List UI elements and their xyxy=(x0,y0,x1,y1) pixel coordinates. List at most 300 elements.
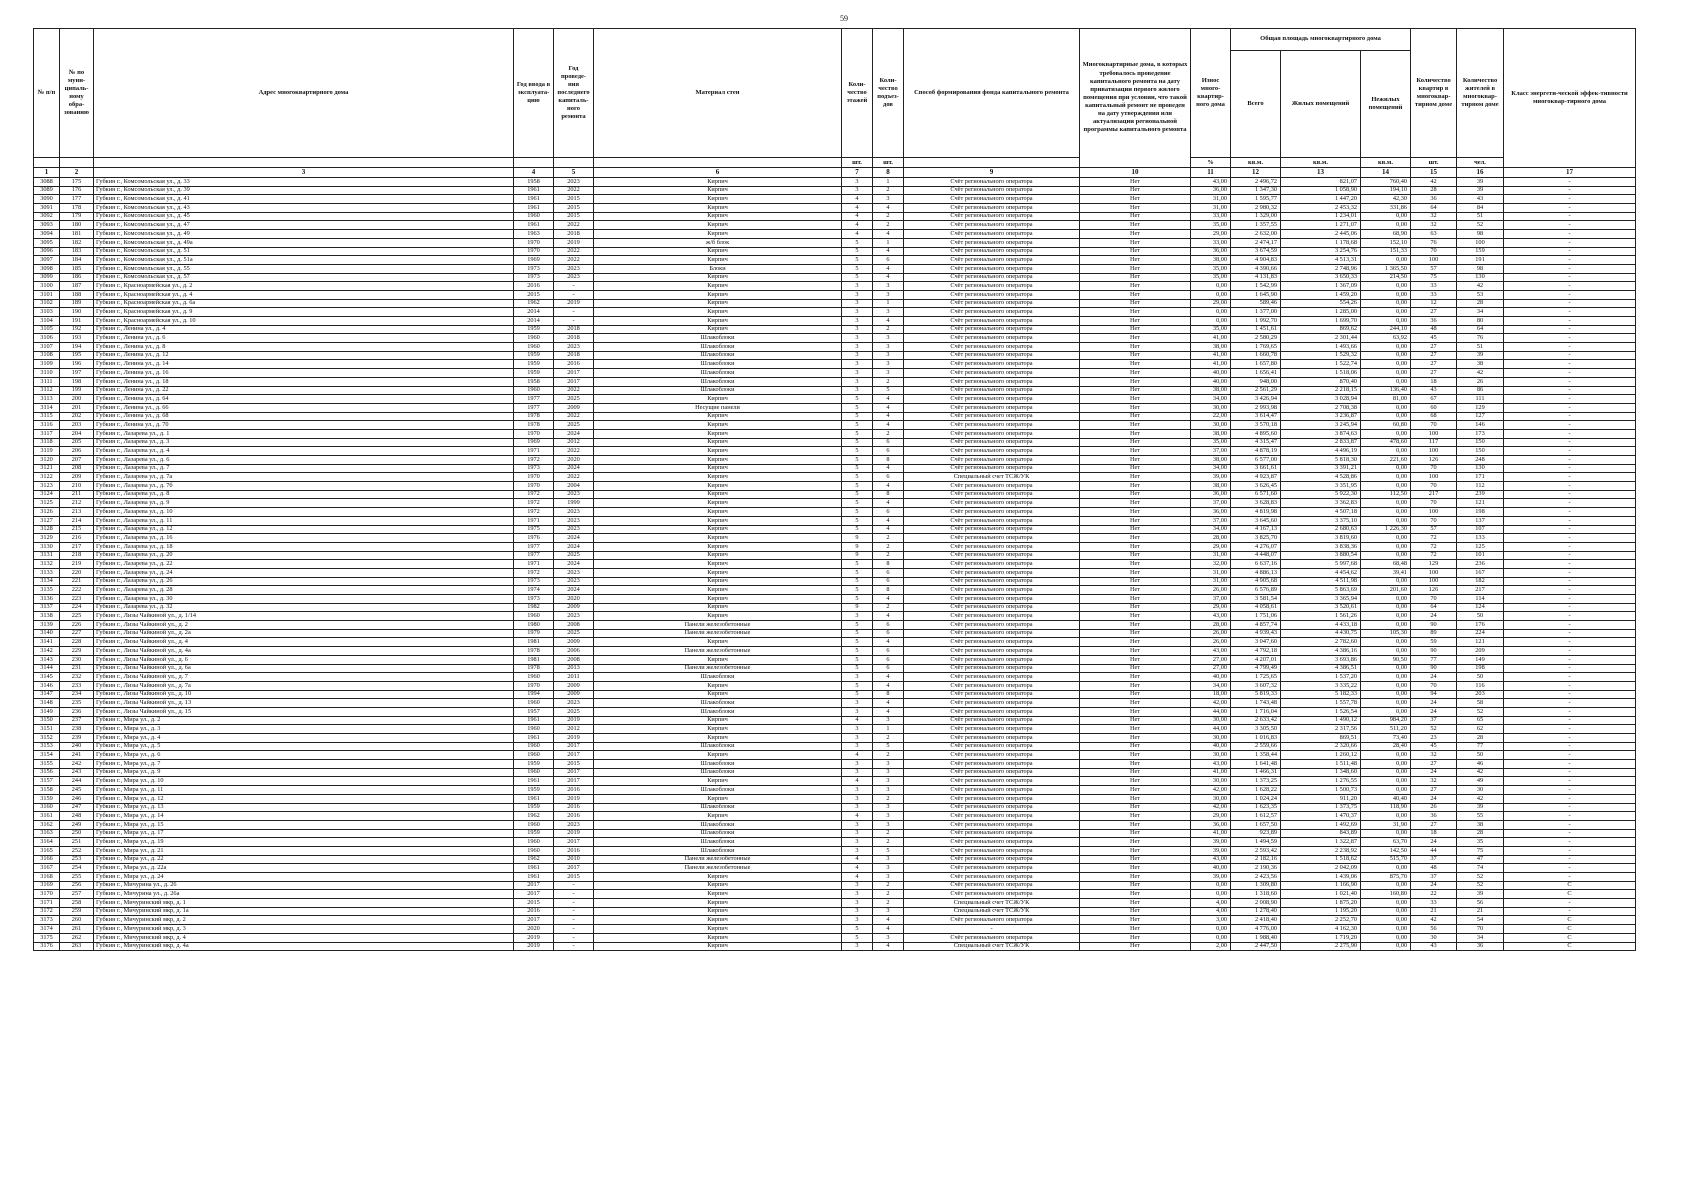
cell-fund-method: Счёт регионального оператора xyxy=(904,325,1080,334)
cell-energy-class: - xyxy=(1504,499,1636,508)
cell-fund-method: Счёт регионального оператора xyxy=(904,334,1080,343)
cell-floors: 3 xyxy=(842,290,873,299)
cell-wall-material: Кирпич xyxy=(594,429,842,438)
cell-year-built: 1960 xyxy=(514,846,554,855)
cell-wall-material: Кирпич xyxy=(594,603,842,612)
cell-entrances: 8 xyxy=(873,560,904,569)
cell-area-nonresidential: 0,00 xyxy=(1361,317,1411,326)
column-number: 12 xyxy=(1231,168,1281,178)
column-number: 15 xyxy=(1411,168,1457,178)
cell-entrances: 6 xyxy=(873,664,904,673)
cell-year-built: 1972 xyxy=(514,508,554,517)
cell-repair-required: Нет xyxy=(1080,760,1191,769)
cell-last-repair-year: 1999 xyxy=(554,499,594,508)
table-row xyxy=(34,195,1636,204)
table-row xyxy=(34,595,1636,604)
cell-fund-method: Счёт регионального оператора xyxy=(904,716,1080,725)
cell-energy-class: - xyxy=(1504,221,1636,230)
cell-area-nonresidential: 0,00 xyxy=(1361,429,1411,438)
cell-wall-material: Кирпич xyxy=(594,290,842,299)
cell-floors: 5 xyxy=(842,508,873,517)
cell-residents: 150 xyxy=(1457,438,1504,447)
cell-energy-class: - xyxy=(1504,256,1636,265)
cell-entrances: 3 xyxy=(873,864,904,873)
cell-area-total: 4 058,61 xyxy=(1231,603,1281,612)
cell-row-number: 3122 xyxy=(34,473,60,482)
cell-row-number: 3144 xyxy=(34,664,60,673)
cell-fund-method: Счёт регионального оператора xyxy=(904,447,1080,456)
cell-address: Губкин г., Лизы Чайкиной ул., д. 13 xyxy=(94,699,514,708)
cell-floors: 5 xyxy=(842,482,873,491)
cell-apartments: 27 xyxy=(1411,786,1457,795)
cell-wear: 35,00 xyxy=(1191,438,1231,447)
cell-energy-class: - xyxy=(1504,395,1636,404)
cell-wall-material: Кирпич xyxy=(594,221,842,230)
cell-area-total: 1 743,48 xyxy=(1231,699,1281,708)
cell-repair-required: Нет xyxy=(1080,351,1191,360)
cell-wall-material: Кирпич xyxy=(594,412,842,421)
cell-repair-required: Нет xyxy=(1080,525,1191,534)
cell-area-nonresidential: 0,00 xyxy=(1361,864,1411,873)
cell-year-built: 1969 xyxy=(514,438,554,447)
cell-area-residential: 2 218,15 xyxy=(1281,386,1361,395)
cell-entrances: 4 xyxy=(873,681,904,690)
cell-row-number: 3102 xyxy=(34,299,60,308)
table-row xyxy=(34,890,1636,899)
cell-floors: 5 xyxy=(842,560,873,569)
cell-area-total: 4 390,66 xyxy=(1231,264,1281,273)
cell-area-total: 1 612,57 xyxy=(1231,812,1281,821)
cell-last-repair-year: 2024 xyxy=(554,429,594,438)
cell-year-built: 1972 xyxy=(514,456,554,465)
cell-fund-method: Специальный счет ТСЖ/УК xyxy=(904,473,1080,482)
cell-year-built: 1973 xyxy=(514,595,554,604)
cell-year-built: 1961 xyxy=(514,873,554,882)
cell-last-repair-year: 2012 xyxy=(554,725,594,734)
cell-floors: 9 xyxy=(842,542,873,551)
cell-municipal-number: 228 xyxy=(60,638,94,647)
cell-floors: 5 xyxy=(842,238,873,247)
cell-repair-required: Нет xyxy=(1080,603,1191,612)
table-row xyxy=(34,942,1636,951)
cell-row-number: 3112 xyxy=(34,386,60,395)
cell-municipal-number: 239 xyxy=(60,734,94,743)
cell-repair-required: Нет xyxy=(1080,464,1191,473)
cell-area-nonresidential: 63,92 xyxy=(1361,334,1411,343)
cell-area-nonresidential: 244,10 xyxy=(1361,325,1411,334)
cell-row-number: 3092 xyxy=(34,212,60,221)
cell-area-total: 4 276,07 xyxy=(1231,542,1281,551)
cell-year-built: 2015 xyxy=(514,899,554,908)
cell-municipal-number: 257 xyxy=(60,890,94,899)
cell-area-nonresidential: 0,00 xyxy=(1361,612,1411,621)
table-row xyxy=(34,907,1636,916)
column-number: 1 xyxy=(34,168,60,178)
cell-repair-required: Нет xyxy=(1080,855,1191,864)
cell-last-repair-year: 2022 xyxy=(554,386,594,395)
cell-wall-material: Кирпич xyxy=(594,690,842,699)
cell-fund-method: Счёт регионального оператора xyxy=(904,395,1080,404)
unit-area-total: кв.м. xyxy=(1231,158,1281,168)
cell-repair-required: Нет xyxy=(1080,508,1191,517)
cell-residents: 124 xyxy=(1457,603,1504,612)
cell-repair-required: Нет xyxy=(1080,933,1191,942)
cell-entrances: 4 xyxy=(873,707,904,716)
cell-row-number: 3165 xyxy=(34,846,60,855)
cell-year-built: 2019 xyxy=(514,942,554,951)
cell-residents: 50 xyxy=(1457,612,1504,621)
cell-apartments: 70 xyxy=(1411,595,1457,604)
cell-energy-class: - xyxy=(1504,178,1636,187)
table-row xyxy=(34,386,1636,395)
cell-apartments: 75 xyxy=(1411,273,1457,282)
cell-residents: 38 xyxy=(1457,360,1504,369)
cell-energy-class: - xyxy=(1504,855,1636,864)
cell-residents: 121 xyxy=(1457,638,1504,647)
cell-row-number: 3162 xyxy=(34,820,60,829)
cell-area-total: 6 577,00 xyxy=(1231,456,1281,465)
cell-municipal-number: 216 xyxy=(60,534,94,543)
cell-row-number: 3101 xyxy=(34,290,60,299)
cell-area-nonresidential: 42,30 xyxy=(1361,195,1411,204)
cell-year-built: 1977 xyxy=(514,551,554,560)
cell-municipal-number: 226 xyxy=(60,621,94,630)
cell-wall-material: Шлакоблоки xyxy=(594,803,842,812)
cell-row-number: 3091 xyxy=(34,204,60,213)
cell-fund-method: Счёт регионального оператора xyxy=(904,751,1080,760)
cell-last-repair-year: 2023 xyxy=(554,516,594,525)
cell-area-residential: 554,26 xyxy=(1281,299,1361,308)
cell-year-built: 1971 xyxy=(514,516,554,525)
cell-residents: 224 xyxy=(1457,629,1504,638)
cell-year-built: 1978 xyxy=(514,664,554,673)
cell-wall-material: Шлакоблоки xyxy=(594,334,842,343)
cell-municipal-number: 254 xyxy=(60,864,94,873)
cell-floors: 5 xyxy=(842,621,873,630)
cell-wear: 30,00 xyxy=(1191,794,1231,803)
cell-row-number: 3124 xyxy=(34,490,60,499)
cell-repair-required: Нет xyxy=(1080,820,1191,829)
cell-address: Губкин г., Лизы Чайкиной ул., д. 6 xyxy=(94,655,514,664)
cell-wall-material: Кирпич xyxy=(594,273,842,282)
cell-energy-class: - xyxy=(1504,846,1636,855)
cell-floors: 4 xyxy=(842,230,873,239)
cell-entrances: 3 xyxy=(873,786,904,795)
cell-municipal-number: 222 xyxy=(60,586,94,595)
cell-fund-method: Счёт регионального оператора xyxy=(904,412,1080,421)
cell-entrances: 2 xyxy=(873,325,904,334)
table-row xyxy=(34,786,1636,795)
cell-apartments: 217 xyxy=(1411,490,1457,499)
cell-municipal-number: 214 xyxy=(60,516,94,525)
cell-year-built: 1971 xyxy=(514,560,554,569)
cell-year-built: 2019 xyxy=(514,933,554,942)
cell-row-number: 3147 xyxy=(34,690,60,699)
cell-apartments: 24 xyxy=(1411,768,1457,777)
cell-residents: 62 xyxy=(1457,725,1504,734)
cell-fund-method: Счёт регионального оператора xyxy=(904,707,1080,716)
cell-wall-material: Кирпич xyxy=(594,725,842,734)
cell-entrances: 8 xyxy=(873,690,904,699)
cell-energy-class: - xyxy=(1504,421,1636,430)
cell-residents: 30 xyxy=(1457,786,1504,795)
cell-area-nonresidential: 221,60 xyxy=(1361,456,1411,465)
cell-row-number: 3107 xyxy=(34,343,60,352)
cell-municipal-number: 219 xyxy=(60,560,94,569)
cell-residents: 191 xyxy=(1457,256,1504,265)
cell-floors: 3 xyxy=(842,343,873,352)
cell-address: Губкин г., Мира ул., д. 2 xyxy=(94,716,514,725)
cell-municipal-number: 262 xyxy=(60,933,94,942)
cell-repair-required: Нет xyxy=(1080,742,1191,751)
cell-floors: 5 xyxy=(842,586,873,595)
cell-area-total: 1 769,65 xyxy=(1231,343,1281,352)
cell-entrances: 3 xyxy=(873,777,904,786)
cell-year-built: 1973 xyxy=(514,273,554,282)
cell-address: Губкин г., Мира ул., д. 15 xyxy=(94,820,514,829)
cell-fund-method: Счёт регионального оператора xyxy=(904,516,1080,525)
unit-wear: % xyxy=(1191,158,1231,168)
cell-address: Губкин г., Комсомольская ул., д. 55 xyxy=(94,264,514,273)
cell-municipal-number: 234 xyxy=(60,690,94,699)
cell-energy-class: - xyxy=(1504,551,1636,560)
cell-area-residential: 2 782,60 xyxy=(1281,638,1361,647)
cell-residents: 39 xyxy=(1457,178,1504,187)
cell-energy-class: - xyxy=(1504,629,1636,638)
cell-entrances: 4 xyxy=(873,317,904,326)
cell-area-nonresidential: 31,90 xyxy=(1361,820,1411,829)
cell-entrances: 6 xyxy=(873,447,904,456)
cell-municipal-number: 251 xyxy=(60,838,94,847)
cell-year-built: 1960 xyxy=(514,838,554,847)
cell-last-repair-year: - xyxy=(554,933,594,942)
cell-municipal-number: 232 xyxy=(60,673,94,682)
cell-wall-material: Кирпич xyxy=(594,178,842,187)
cell-wear: 37,00 xyxy=(1191,595,1231,604)
cell-last-repair-year: - xyxy=(554,317,594,326)
cell-year-built: 1972 xyxy=(514,499,554,508)
cell-wear: 39,00 xyxy=(1191,846,1231,855)
cell-floors: 3 xyxy=(842,820,873,829)
cell-area-residential: 4 433,18 xyxy=(1281,621,1361,630)
cell-area-residential: 3 819,60 xyxy=(1281,534,1361,543)
cell-area-residential: 3 236,87 xyxy=(1281,412,1361,421)
table-row xyxy=(34,760,1636,769)
cell-last-repair-year: 2025 xyxy=(554,629,594,638)
cell-area-nonresidential: 0,00 xyxy=(1361,308,1411,317)
cell-repair-required: Нет xyxy=(1080,230,1191,239)
cell-energy-class: - xyxy=(1504,899,1636,908)
cell-address: Губкин г., Лазарева ул., д. 4 xyxy=(94,447,514,456)
cell-apartments: 27 xyxy=(1411,343,1457,352)
column-numbers-row xyxy=(34,168,1636,178)
cell-address: Губкин г., Лазарева ул., д. 26 xyxy=(94,577,514,586)
cell-address: Губкин г., Мичурина ул., д. 26а xyxy=(94,890,514,899)
cell-address: Губкин г., Мира ул., д. 11 xyxy=(94,786,514,795)
cell-residents: 129 xyxy=(1457,403,1504,412)
cell-address: Губкин г., Лазарева ул., д. 16 xyxy=(94,534,514,543)
cell-residents: 107 xyxy=(1457,525,1504,534)
cell-area-residential: 3 351,95 xyxy=(1281,482,1361,491)
cell-energy-class: - xyxy=(1504,230,1636,239)
cell-year-built: 1961 xyxy=(514,221,554,230)
cell-year-built: 1961 xyxy=(514,716,554,725)
cell-area-residential: 4 513,31 xyxy=(1281,256,1361,265)
cell-apartments: 64 xyxy=(1411,204,1457,213)
cell-municipal-number: 176 xyxy=(60,186,94,195)
cell-residents: 53 xyxy=(1457,290,1504,299)
cell-last-repair-year: - xyxy=(554,308,594,317)
cell-residents: 42 xyxy=(1457,369,1504,378)
table-row xyxy=(34,568,1636,577)
cell-wear: 43,00 xyxy=(1191,178,1231,187)
cell-floors: 5 xyxy=(842,925,873,934)
cell-residents: 43 xyxy=(1457,195,1504,204)
cell-area-residential: 1 166,90 xyxy=(1281,881,1361,890)
cell-last-repair-year: 2022 xyxy=(554,256,594,265)
cell-last-repair-year: 2018 xyxy=(554,230,594,239)
cell-area-total: 1 660,78 xyxy=(1231,351,1281,360)
cell-energy-class: - xyxy=(1504,725,1636,734)
cell-row-number: 3164 xyxy=(34,838,60,847)
cell-area-total: 1 358,44 xyxy=(1231,751,1281,760)
cell-area-total: 4 905,68 xyxy=(1231,577,1281,586)
cell-repair-required: Нет xyxy=(1080,334,1191,343)
cell-area-residential: 869,62 xyxy=(1281,325,1361,334)
cell-row-number: 3172 xyxy=(34,907,60,916)
cell-energy-class: - xyxy=(1504,794,1636,803)
cell-year-built: 1959 xyxy=(514,760,554,769)
cell-year-built: 1960 xyxy=(514,343,554,352)
cell-wear: 33,00 xyxy=(1191,238,1231,247)
cell-area-nonresidential: 112,50 xyxy=(1361,490,1411,499)
cell-last-repair-year: 2023 xyxy=(554,273,594,282)
cell-area-residential: 1 021,40 xyxy=(1281,890,1361,899)
cell-residents: 116 xyxy=(1457,681,1504,690)
cell-fund-method: Счёт регионального оператора xyxy=(904,508,1080,517)
cell-municipal-number: 242 xyxy=(60,760,94,769)
cell-municipal-number: 253 xyxy=(60,855,94,864)
cell-fund-method: Счёт регионального оператора xyxy=(904,699,1080,708)
cell-wall-material: Шлакоблоки xyxy=(594,768,842,777)
cell-entrances: 8 xyxy=(873,490,904,499)
cell-area-nonresidential: 39,41 xyxy=(1361,568,1411,577)
cell-repair-required: Нет xyxy=(1080,186,1191,195)
cell-wall-material: Шлакоблоки xyxy=(594,838,842,847)
cell-energy-class: - xyxy=(1504,586,1636,595)
cell-residents: 52 xyxy=(1457,881,1504,890)
cell-last-repair-year: - xyxy=(554,942,594,951)
cell-repair-required: Нет xyxy=(1080,647,1191,656)
cell-fund-method: Счёт регионального оператора xyxy=(904,768,1080,777)
cell-last-repair-year: 2016 xyxy=(554,786,594,795)
cell-wear: 41,00 xyxy=(1191,768,1231,777)
cell-last-repair-year: 2017 xyxy=(554,768,594,777)
cell-year-built: 1960 xyxy=(514,820,554,829)
cell-address: Губкин г., Лизы Чайкиной ул., д. 7 xyxy=(94,673,514,682)
cell-area-residential: 1 492,69 xyxy=(1281,820,1361,829)
cell-area-nonresidential: 0,00 xyxy=(1361,551,1411,560)
cell-row-number: 3151 xyxy=(34,725,60,734)
cell-energy-class: - xyxy=(1504,690,1636,699)
cell-row-number: 3136 xyxy=(34,595,60,604)
cell-last-repair-year: - xyxy=(554,916,594,925)
cell-last-repair-year: 2015 xyxy=(554,760,594,769)
cell-repair-required: Нет xyxy=(1080,551,1191,560)
cell-area-nonresidential: 984,20 xyxy=(1361,716,1411,725)
cell-area-total: 589,46 xyxy=(1231,299,1281,308)
cell-area-total: 4 207,01 xyxy=(1231,655,1281,664)
cell-residents: 39 xyxy=(1457,890,1504,899)
cell-area-residential: 1 537,20 xyxy=(1281,673,1361,682)
cell-address: Губкин г., Комсомольская ул., д. 43 xyxy=(94,204,514,213)
cell-municipal-number: 229 xyxy=(60,647,94,656)
cell-area-residential: 4 507,18 xyxy=(1281,508,1361,517)
cell-entrances: 3 xyxy=(873,360,904,369)
cell-floors: 5 xyxy=(842,395,873,404)
cell-wall-material: Кирпич xyxy=(594,395,842,404)
cell-energy-class: - xyxy=(1504,603,1636,612)
cell-area-residential: 870,40 xyxy=(1281,377,1361,386)
cell-apartments: 94 xyxy=(1411,690,1457,699)
cell-area-residential: 1 439,06 xyxy=(1281,873,1361,882)
cell-energy-class: - xyxy=(1504,386,1636,395)
cell-residents: 76 xyxy=(1457,334,1504,343)
cell-fund-method: Счёт регионального оператора xyxy=(904,742,1080,751)
cell-residents: 50 xyxy=(1457,673,1504,682)
cell-area-nonresidential: 152,10 xyxy=(1361,238,1411,247)
cell-year-built: 1977 xyxy=(514,403,554,412)
cell-area-residential: 2 453,32 xyxy=(1281,204,1361,213)
cell-area-residential: 1 699,70 xyxy=(1281,317,1361,326)
cell-area-residential: 5 182,33 xyxy=(1281,690,1361,699)
cell-repair-required: Нет xyxy=(1080,690,1191,699)
cell-area-total: 1 645,90 xyxy=(1231,290,1281,299)
cell-last-repair-year: - xyxy=(554,925,594,934)
cell-entrances: 6 xyxy=(873,647,904,656)
cell-entrances: 4 xyxy=(873,499,904,508)
cell-entrances: 2 xyxy=(873,186,904,195)
cell-year-built: 1961 xyxy=(514,204,554,213)
cell-fund-method: Счёт регионального оператора xyxy=(904,586,1080,595)
cell-apartments: 57 xyxy=(1411,264,1457,273)
cell-entrances: 8 xyxy=(873,586,904,595)
cell-address: Губкин г., Лизы Чайкиной ул., д. 6а xyxy=(94,664,514,673)
cell-area-nonresidential: 0,00 xyxy=(1361,664,1411,673)
cell-residents: 203 xyxy=(1457,690,1504,699)
cell-area-residential: 821,07 xyxy=(1281,178,1361,187)
cell-energy-class: - xyxy=(1504,212,1636,221)
cell-address: Губкин г., Мира ул., д. 22 xyxy=(94,855,514,864)
cell-area-residential: 1 367,09 xyxy=(1281,282,1361,291)
cell-area-total: 2 418,40 xyxy=(1231,916,1281,925)
cell-address: Губкин г., Комсомольская ул., д. 49 xyxy=(94,230,514,239)
table-row xyxy=(34,204,1636,213)
cell-area-residential: 1 500,73 xyxy=(1281,786,1361,795)
cell-area-total: 1 751,06 xyxy=(1231,612,1281,621)
cell-wall-material: Шлакоблоки xyxy=(594,760,842,769)
cell-area-residential: 843,89 xyxy=(1281,829,1361,838)
cell-last-repair-year: 2013 xyxy=(554,664,594,673)
cell-municipal-number: 178 xyxy=(60,204,94,213)
cell-last-repair-year: 2024 xyxy=(554,464,594,473)
cell-apartments: 90 xyxy=(1411,621,1457,630)
cell-wall-material: Кирпич xyxy=(594,490,842,499)
column-number: 3 xyxy=(94,168,514,178)
cell-area-nonresidential: 760,40 xyxy=(1361,178,1411,187)
table-row xyxy=(34,403,1636,412)
cell-entrances: 3 xyxy=(873,308,904,317)
